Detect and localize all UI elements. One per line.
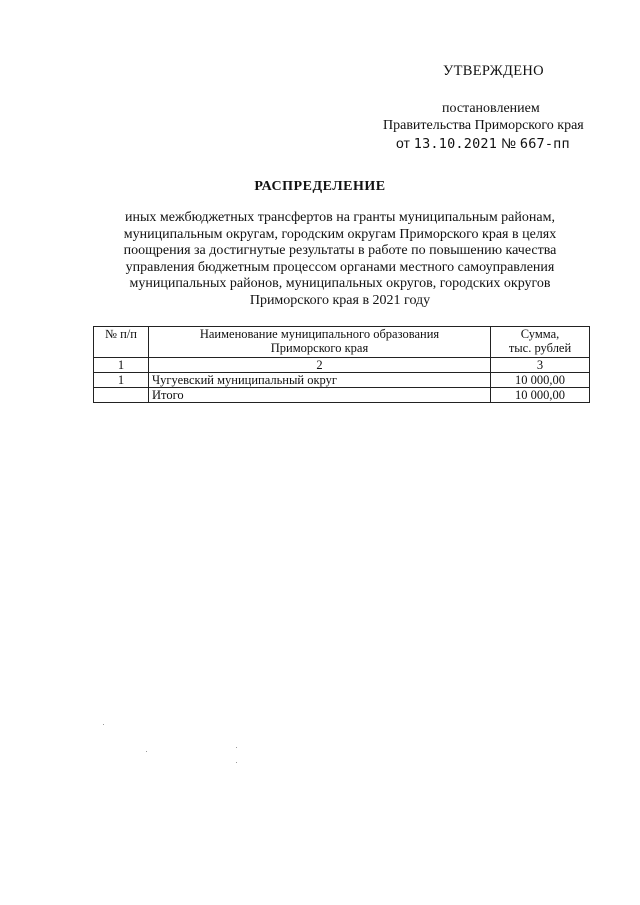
description-line: муниципальных районов, муниципальных округов, городских округов bbox=[129, 276, 551, 291]
decree-number-sign: № bbox=[500, 135, 516, 151]
header-name-line-2: Приморского края bbox=[270, 341, 369, 355]
column-number: 2 bbox=[149, 358, 491, 373]
decree-line-2: Правительства Приморского края bbox=[383, 118, 584, 133]
scan-speck bbox=[236, 747, 237, 748]
scan-speck bbox=[146, 751, 147, 752]
decree-date: 13.10.2021 bbox=[413, 136, 498, 152]
column-number: 1 bbox=[94, 358, 149, 373]
header-number: № п/п bbox=[94, 327, 149, 358]
total-label: Итого bbox=[149, 388, 491, 403]
distribution-table bbox=[93, 326, 590, 403]
description-line: управления бюджетным процессом органами местного самоуправления bbox=[125, 259, 555, 275]
total-sum: 10 000,00 bbox=[491, 388, 590, 403]
decree-prefix: от bbox=[396, 135, 410, 151]
header-name-line-1: Наименование муниципального образования bbox=[199, 327, 440, 341]
total-row bbox=[94, 388, 590, 403]
row-number: 1 bbox=[94, 373, 149, 388]
header-sum bbox=[491, 327, 590, 358]
decree-date-number bbox=[396, 135, 570, 152]
total-number bbox=[94, 388, 149, 403]
header-name bbox=[149, 327, 491, 358]
document-description bbox=[95, 210, 585, 309]
description-line: поощрения за достигнутые результаты в работе по повышению качества bbox=[123, 243, 557, 258]
column-numbers-row bbox=[94, 358, 590, 373]
approved-label: УТВЕРЖДЕНО bbox=[443, 63, 544, 79]
table-row bbox=[94, 373, 590, 388]
header-sum-line-1: Сумма, bbox=[520, 327, 560, 341]
table-header-row bbox=[94, 327, 590, 358]
document-title: РАСПРЕДЕЛЕНИЕ bbox=[254, 179, 386, 194]
description-line: Приморского края в 2021 году bbox=[249, 292, 431, 308]
description-line: муниципальным округам, городским округам Приморского края в целях bbox=[123, 226, 557, 242]
row-name: Чугуевский муниципальный округ bbox=[149, 373, 491, 388]
scan-speck bbox=[103, 724, 104, 725]
column-number: 3 bbox=[491, 358, 590, 373]
decree-line-1: постановлением bbox=[442, 101, 540, 116]
scan-speck bbox=[236, 762, 237, 763]
decree-number: 667-пп bbox=[519, 136, 570, 152]
description-line: иных межбюджетных трансфертов на гранты муниципальным районам, bbox=[125, 210, 555, 225]
header-sum-line-2: тыс. рублей bbox=[508, 341, 572, 355]
row-sum: 10 000,00 bbox=[491, 373, 590, 388]
